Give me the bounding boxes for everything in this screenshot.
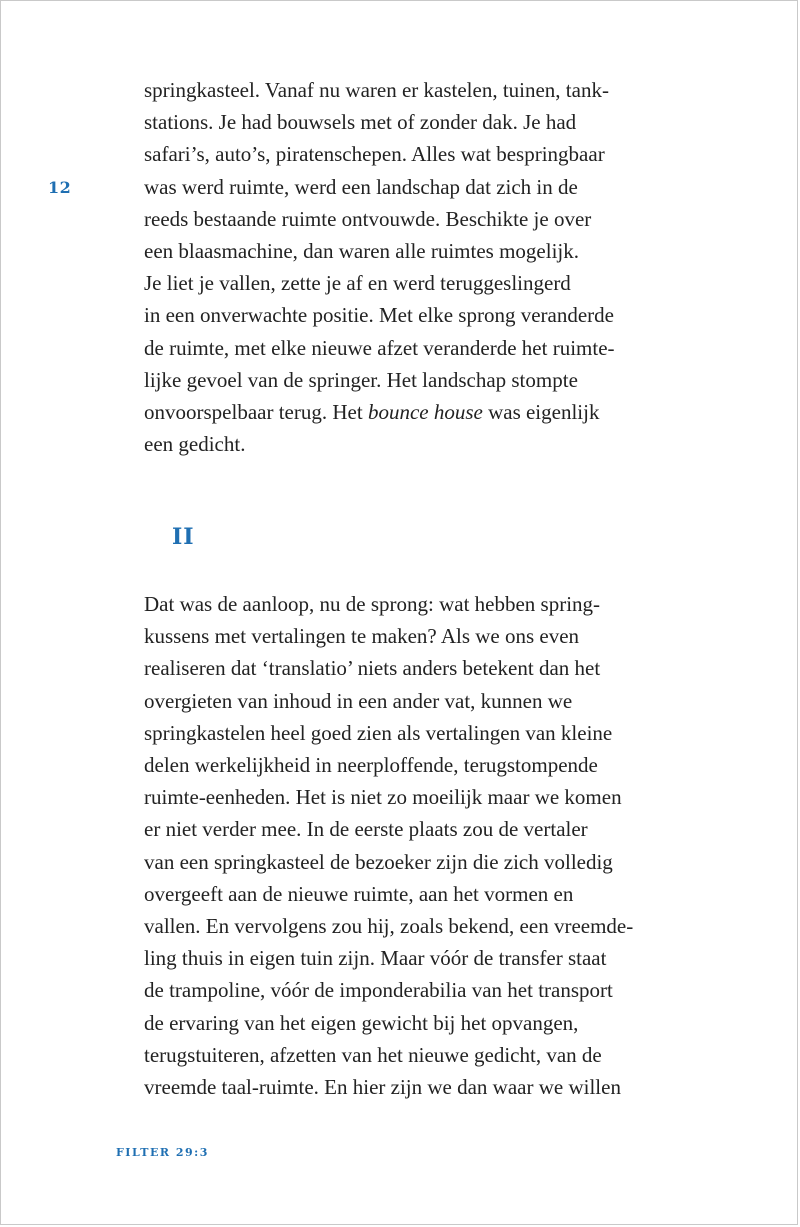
text-line: Je liet je vallen, zette je af en werd teruggeslingerd <box>144 271 571 296</box>
text-line: vreemde taal-ruimte. En hier zijn we dan waar we willen <box>144 1075 621 1100</box>
text-line: safari’s, auto’s, piratenschepen. Alles wat bespringbaar <box>144 142 605 167</box>
journal-footer: FILTER 29:3 <box>116 1146 209 1159</box>
text-line: terugstuiteren, afzetten van het nieuwe gedicht, van de <box>144 1042 602 1067</box>
paragraph-one <box>144 74 674 460</box>
text-line: kussens met vertalingen te maken? Als we ons even <box>144 624 580 649</box>
text-segment: onvoorspelbaar terug. Het <box>144 400 368 425</box>
text-line: de ruimte, met elke nieuwe afzet veranderde het ruimte- <box>144 335 615 360</box>
text-line: er niet verder mee. In de eerste plaats zou de vertaler <box>144 817 588 842</box>
text-line: lijke gevoel van de springer. Het landschap stompte <box>144 367 578 392</box>
text-line: een blaasmachine, dan waren alle ruimtes mogelijk. <box>144 239 580 264</box>
text-line: realiseren dat ‘translatio’ niets anders betekent dan het <box>144 656 601 681</box>
text-line: vallen. En vervolgens zou hij, zoals bekend, een vreemde- <box>144 914 634 939</box>
text-line: overgeeft aan de nieuwe ruimte, aan het vormen en <box>144 881 574 906</box>
text-line: een gedicht. <box>144 432 246 457</box>
text-line: Dat was de aanloop, nu de sprong: wat hebben spring- <box>144 592 601 616</box>
text-line: van een springkasteel de bezoeker zijn die zich volledig <box>144 849 613 874</box>
text-line: springkastelen heel goed zien als vertalingen van kleine <box>144 720 613 745</box>
page-number: 12 <box>48 178 72 197</box>
text-line: ling thuis in eigen tuin zijn. Maar vóór de transfer staat <box>144 946 607 971</box>
text-line: de trampoline, vóór de imponderabilia van het transport <box>144 978 613 1003</box>
text-line: in een onverwachte positie. Met elke sprong veranderde <box>144 303 614 328</box>
text-line: stations. Je had bouwsels met of zonder dak. Je had <box>144 110 577 135</box>
text-segment: was eigenlijk <box>482 400 600 425</box>
text-line <box>144 396 674 428</box>
text-line: overgieten van inhoud in een ander vat, kunnen we <box>144 688 573 713</box>
italic-term: bounce house <box>367 400 483 425</box>
text-line: ruimte-eenheden. Het is niet zo moeilijk maar we komen <box>144 785 622 810</box>
text-line: delen werkelijkheid in neerploffende, terugstompende <box>144 753 598 778</box>
text-line: reeds bestaande ruimte ontvouwde. Beschikte je over <box>144 206 592 231</box>
text-line: de ervaring van het eigen gewicht bij het opvangen, <box>144 1010 579 1035</box>
text-line: springkasteel. Vanaf nu waren er kastelen, tuinen, tank- <box>144 78 609 102</box>
text-line: was werd ruimte, werd een landschap dat zich in de <box>144 174 578 199</box>
section-heading: II <box>172 524 195 550</box>
paragraph-two <box>144 588 674 1103</box>
